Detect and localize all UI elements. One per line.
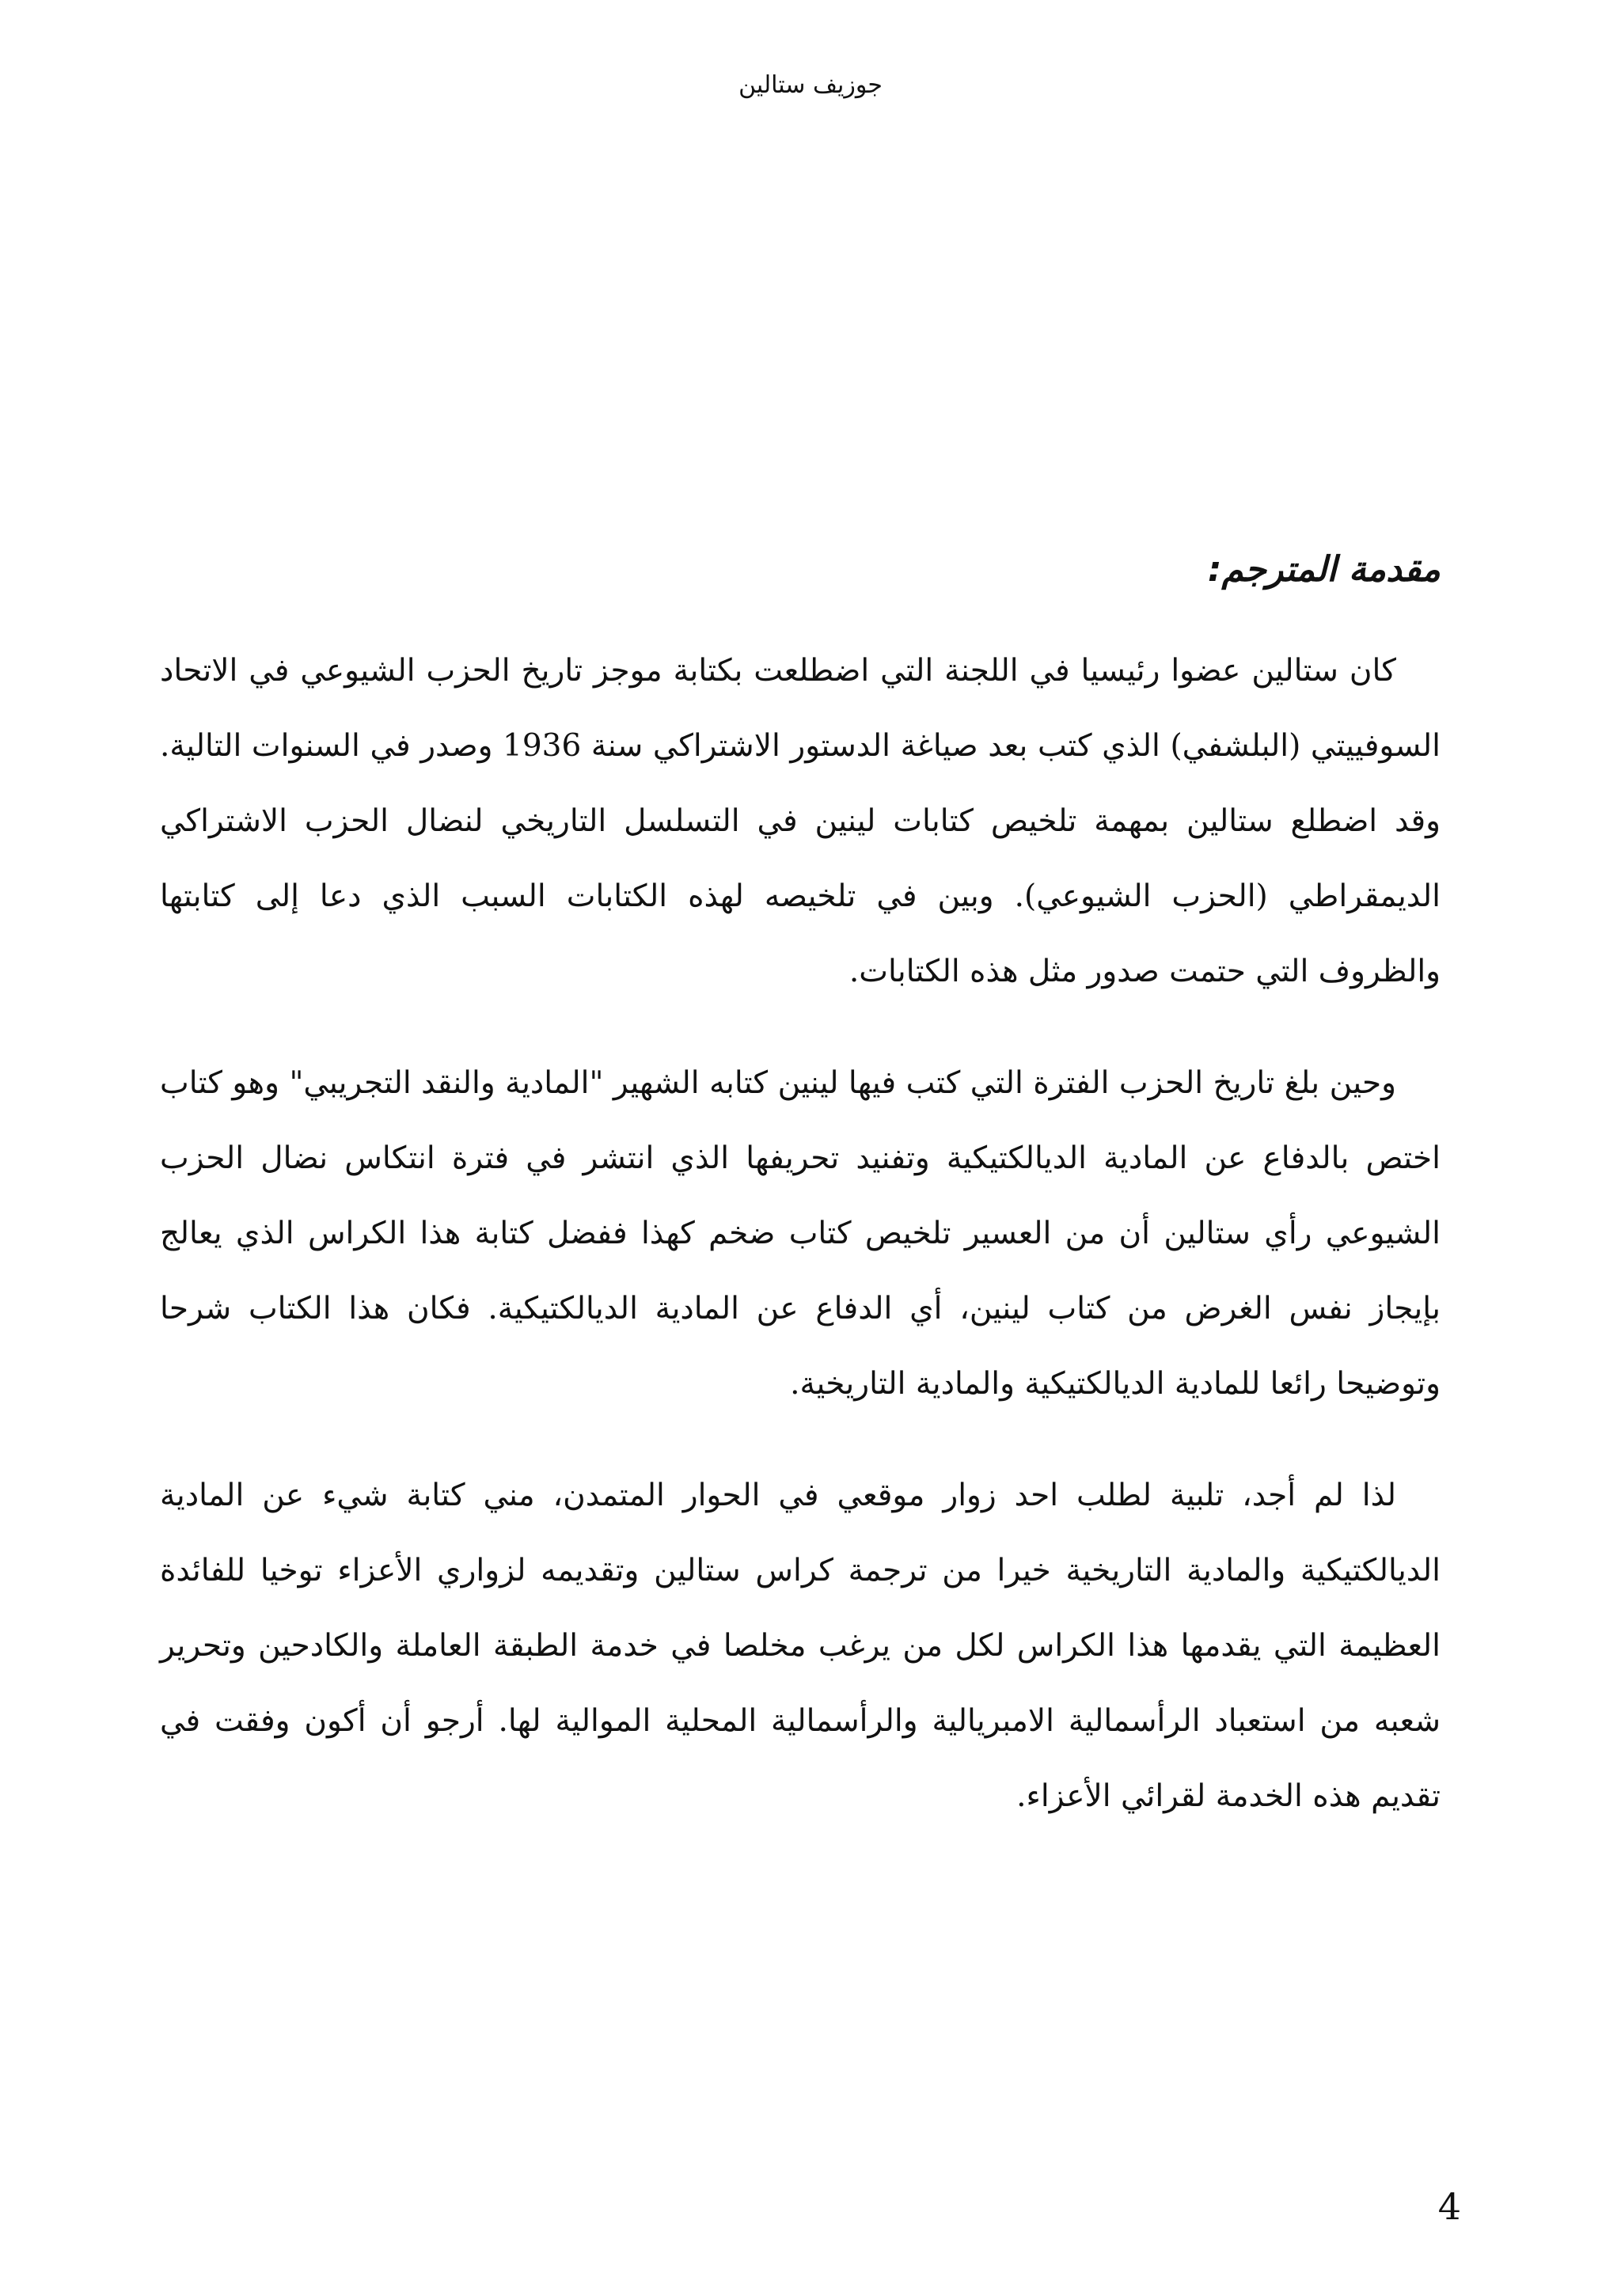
paragraph: لذا لم أجد، تلبية لطلب احد زوار موقعي في الحوار المتمدن، مني كتابة شيء عن المادية الديالكتيكية والمادية التاريخية خيرا من ترجمة كراس ستالين وتقديمه لزواري الأعزاء توخيا للفائدة العظيمة التي يقدمها هذا الكراس لكل من يرغب مخلصا في خدمة الطبقة العاملة والكادحين وتحرير شعبه من استعباد الرأسمالية الامبريالية والرأسمالية المحلية الموالية لها. أرجو أن أكون وفقت في تقديم هذه الخدمة لقرائي الأعزاء. <box>160 1478 1441 1814</box>
section-title: مقدمة المترجم: <box>1207 549 1441 590</box>
page-number: 4 <box>1437 2185 1461 2228</box>
translator-introduction <box>160 545 1441 1870</box>
running-header: جوزيف ستالين <box>738 71 883 99</box>
paragraph: وحين بلغ تاريخ الحزب الفترة التي كتب فيها لينين كتابه الشهير "المادية والنقد التجريبي" وهو كتاب اختص بالدفاع عن المادية الديالكتيكية وتفنيد تحريفها الذي انتشر في فترة انتكاس نضال الحزب الشيوعي رأي ستالين أن من العسير تلخيص كتاب ضخم كهذا ففضل كتابة هذا الكراس الذي يعالج بإيجاز نفس الغرض من كتاب لينين، أي الدفاع عن المادية الديالكتيكية. فكان هذا الكتاب شرحا وتوضيحا رائعا للمادية الديالكتيكية والمادية التاريخية. <box>160 1065 1441 1402</box>
paragraph: كان ستالين عضوا رئيسيا في اللجنة التي اضطلعت بكتابة موجز تاريخ الحزب الشيوعي في الاتحاد السوفييتي (البلشفي) الذي كتب بعد صياغة الدستور الاشتراكي سنة 1936 وصدر في السنوات التالية. وقد اضطلع ستالين بمهمة تلخيص كتابات لينين في التسلسل التاريخي لنضال الحزب الاشتراكي الديمقراطي (الحزب الشيوعي). وبين في تلخيصه لهذه الكتابات السبب الذي دعا إلى كتابتها والظروف التي حتمت صدور مثل هذه الكتابات. <box>160 653 1441 989</box>
